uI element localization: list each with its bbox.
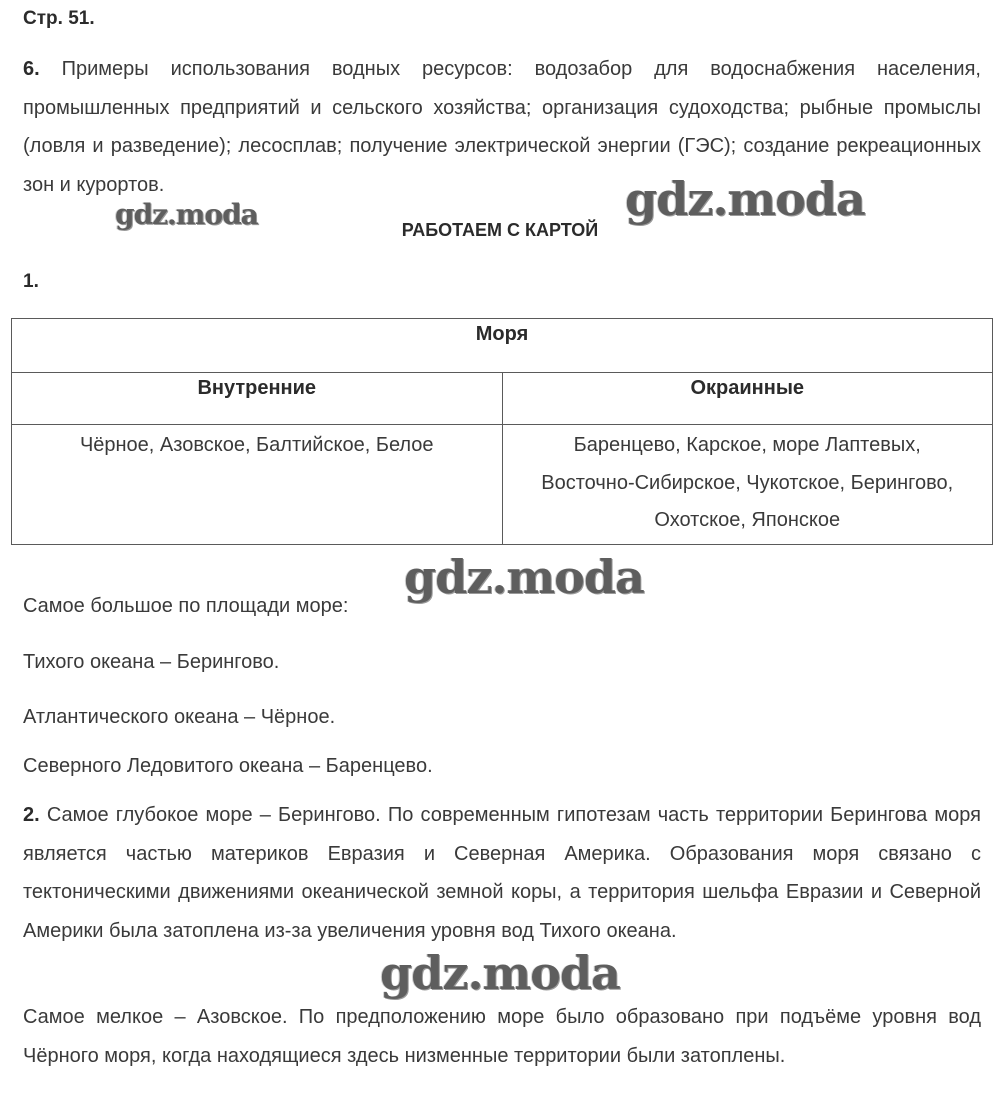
deepest-sea-text: Самое глубокое море – Берингово. По современным гипотезам часть территории Берингова моря является частью материков Евразия и Северная Америка. Образования моря связано с тектоническими движениями океанической земной коры, а территория шельфа Евразии и Северной Америки была затоплена из-за увеличения уровня вод Тихого океана. xyxy=(23,804,981,942)
column-header-inner: Внутренние xyxy=(12,373,503,425)
largest-sea-arctic: Северного Ледовитого океана – Баренцево. xyxy=(23,755,433,777)
task-6-text: Примеры использования водных ресурсов: водозабор для водоснабжения населения, промышленных предприятий и сельского хозяйства; организация судоходства; рыбные промыслы (ловля и разведение); лесосплав; получение электрической энергии (ГЭС); создание рекреационных зон и курортов. xyxy=(23,58,981,196)
largest-sea-atlantic: Атлантического океана – Чёрное. xyxy=(23,706,336,728)
task-1-number: 1. xyxy=(23,271,39,292)
outer-seas-cell xyxy=(502,425,993,545)
largest-sea-heading: Самое большое по площади море: xyxy=(23,595,349,617)
table-caption: Моря xyxy=(12,319,993,373)
outer-seas-line: Восточно-Сибирское, Чукотское, Берингово, xyxy=(541,471,954,494)
largest-sea-pacific: Тихого океана – Берингово. xyxy=(23,651,280,673)
watermark: gdz.moda xyxy=(625,172,865,226)
shallowest-sea-paragraph: Самое мелкое – Азовское. По предположению море было образовано при подъёме уровня вод Чёрного моря, когда находящиеся здесь низменные территории были затоплены. xyxy=(23,1006,981,1067)
section-heading: РАБОТАЕМ С КАРТОЙ xyxy=(401,220,599,240)
seas-table xyxy=(11,318,993,545)
outer-seas-line: Баренцево, Карское, море Лаптевых, xyxy=(573,434,921,456)
watermark: gdz.moda xyxy=(404,550,644,604)
page-label: Стр. 51. xyxy=(23,8,95,29)
task-2-paragraph xyxy=(23,796,981,950)
inner-seas-list: Чёрное, Азовское, Балтийское, Белое xyxy=(79,434,434,456)
outer-seas-line: Охотское, Японское xyxy=(654,509,841,531)
inner-seas-cell xyxy=(12,425,503,545)
task-6-number: 6. xyxy=(23,58,40,80)
watermark: gdz.moda xyxy=(115,198,258,231)
column-header-outer: Окраинные xyxy=(502,373,993,425)
task-2-number: 2. xyxy=(23,804,40,826)
watermark: gdz.moda xyxy=(380,946,620,1000)
